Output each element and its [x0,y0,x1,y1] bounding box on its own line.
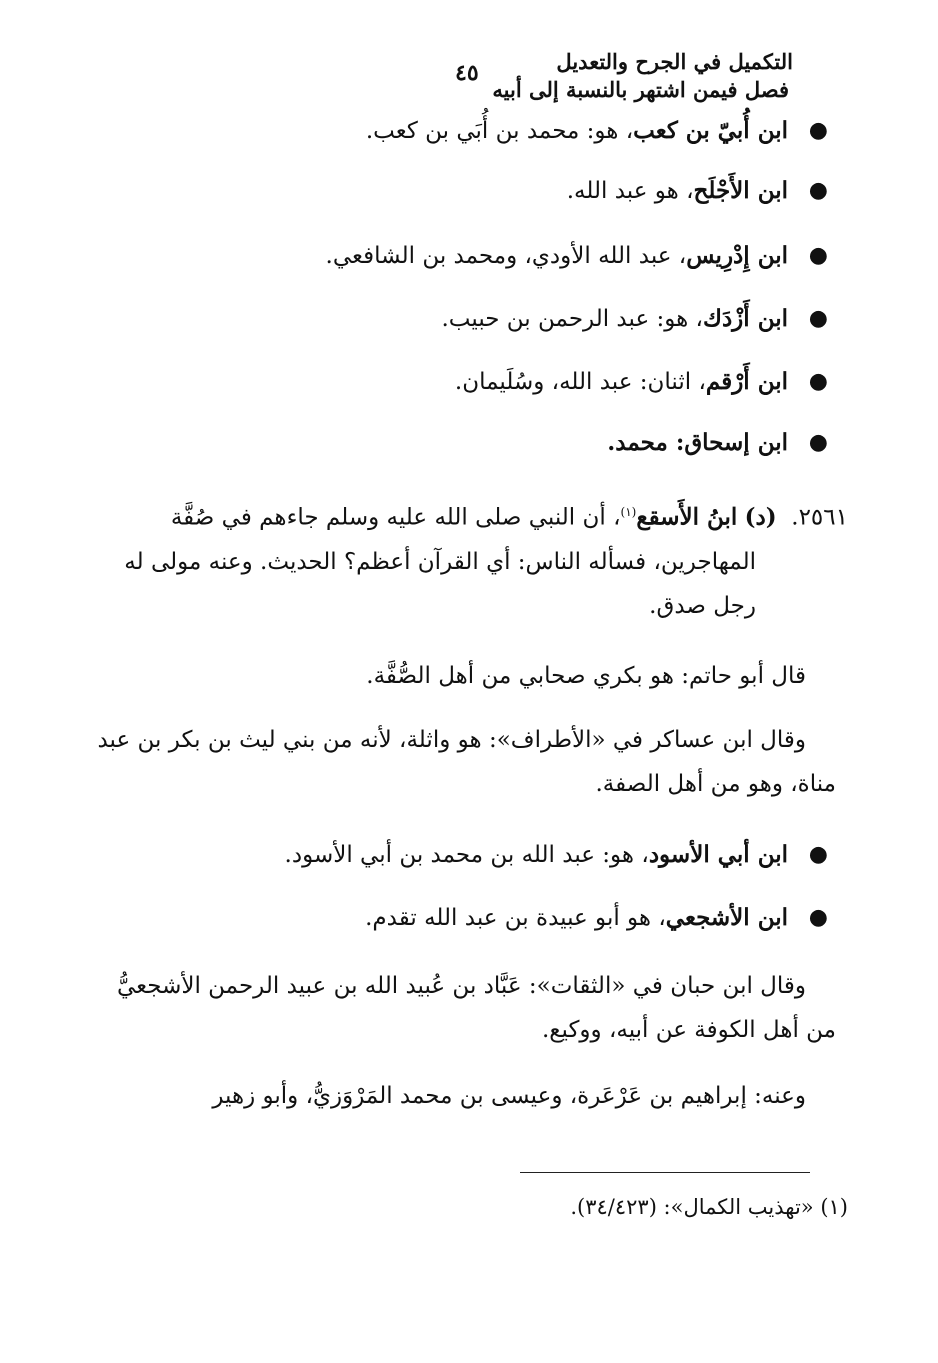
entry-ibn-al-ajlah [566,176,828,206]
entry-ibn-ubayy [365,116,828,146]
entry-name: ابن إِدْرِيس [686,242,788,269]
bullet-icon: ● [808,430,828,455]
bullet-icon: ● [808,369,828,394]
header-book-title: التكميل في الجرح والتعديل [556,49,793,74]
entry-text: ، عبد الله الأودي، ومحمد بن الشافعي. [325,243,687,269]
bullet-icon: ● [808,905,828,930]
para-line: مناة، وهو من أهل الصفة. [595,771,836,797]
entry-text: ، هو: محمد بن أُبَي بن كعب. [365,118,634,144]
bullet-icon: ● [808,842,828,867]
entry-text: ، هو أبو عبيدة بن عبد الله تقدم. [365,905,666,931]
entry-number: ٢٥٦١. [791,504,848,531]
entry-ibn-azdak [441,304,828,334]
entry-name: ابن أبي الأسود [648,841,788,868]
para-wa-anhu: وعنه: إبراهيم بن عَرْعَرة، وعيسى بن محمد المَرْوَزيُّ، وأبو زهير [212,1083,806,1109]
entry-ibn-arqam [454,367,828,397]
bullet-icon: ● [808,178,828,203]
footnote-ref: (١) [620,505,637,519]
entry-text: ، هو عبد الله. [566,178,694,204]
entry-ibn-ishaq [607,428,828,458]
entry-name: ابنُ الأَسقع [636,503,738,531]
footnote-divider [520,1172,810,1173]
entry-text: ، هو: عبد الرحمن بن حبيب. [441,306,703,332]
footnote: (١) «تهذيب الكمال»: (٣٤/٤٢٣). [570,1195,848,1219]
entry-name: ابن أَرْقم [705,368,788,395]
entry-2561 [88,490,848,628]
entry-name: ابن الأشجعي [665,904,788,931]
entry-text: ، هو: عبد الله بن محمد بن أبي الأسود. [284,842,649,868]
bullet-icon: ● [808,243,828,268]
entry-code: (د) [744,503,777,531]
entry-name: ابن أُبيّ بن كعب [633,117,788,144]
entry-name: ابن الأَجْلَح [693,177,788,204]
header-chapter-title: فصل فيمن اشتهر بالنسبة إلى أبيه [492,77,789,102]
header-page-number: ٤٥ [455,60,479,86]
para-line: وقال ابن عساكر في «الأطراف»: هو واثلة، لأنه من بني ليث بن بكر بن عبد [97,727,806,753]
entry-text-line2: المهاجرين، فسأله الناس: أي القرآن أعظم؟ الحديث. وعنه مولى له [124,548,756,575]
entry-ibn-al-ashjai [365,903,828,933]
bullet-icon: ● [808,306,828,331]
para-ibn-hibban [106,964,836,1052]
para-line: وقال ابن حبان في «الثقات»: عَبَّاد بن عُبيد الله بن عبيد الرحمن الأشجعيُّ [116,973,806,999]
para-ibn-asakir [97,718,836,806]
entry-ibn-idris [325,241,828,271]
entry-text: ، أن النبي صلى الله عليه وسلم جاءهم في صُفَّة [170,504,621,531]
entry-ibn-abi-al-aswad [284,840,828,870]
entry-name: ابن أَزْدَك [702,305,788,332]
entry-text-line3: رجل صدق. [649,592,756,619]
entry-text: ، اثنان: عبد الله، وسُلَيمان. [454,369,706,395]
bullet-icon: ● [808,118,828,143]
para-line: من أهل الكوفة عن أبيه، ووكيع. [541,1017,836,1043]
entry-name: ابن إسحاق: محمد. [607,429,788,456]
para-abu-hatim: قال أبو حاتم: هو بكري صحابي من أهل الصُّفَّة. [366,663,806,689]
